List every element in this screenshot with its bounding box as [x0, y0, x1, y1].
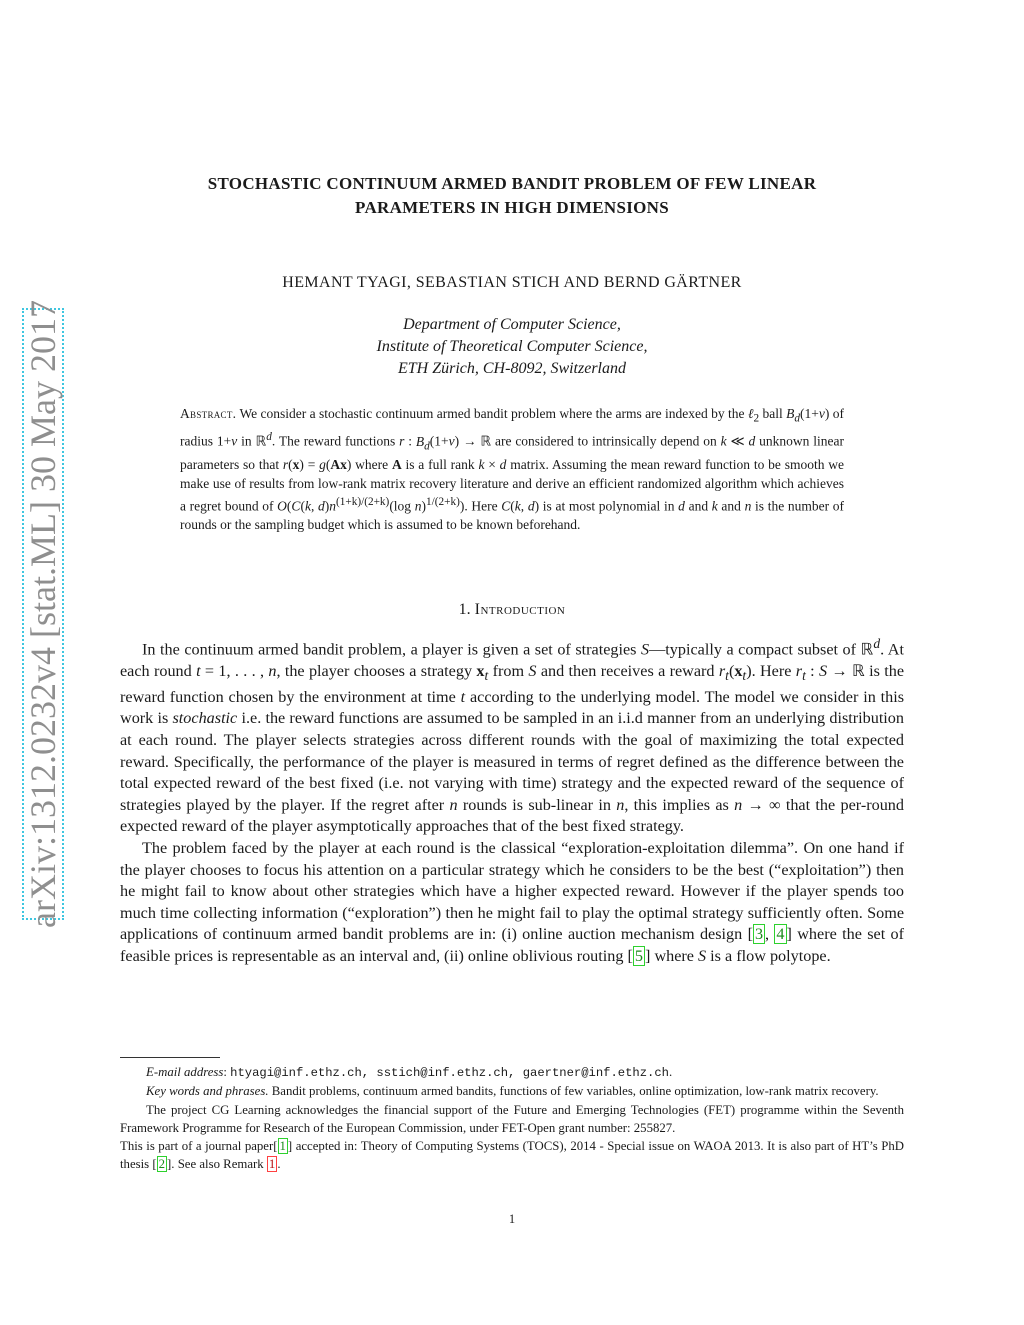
abstract-text: and [717, 498, 745, 514]
abstract-label: Abstract. [180, 406, 237, 421]
footnote-rule [120, 1057, 220, 1058]
citation-link[interactable]: 5 [634, 946, 643, 965]
affiliation-line: Department of Computer Science, [403, 316, 621, 333]
section-number: 1. [458, 601, 471, 618]
page-number: 1 [508, 1212, 516, 1226]
keywords-footnote: Key words and phrases. Bandit problems, continuum armed bandits, functions of few variables, online optimization, low-rank matrix recovery. [146, 1084, 879, 1099]
affiliation-line: ETH Zürich, CH-8092, Switzerland [397, 360, 626, 377]
paragraph: In the continuum armed bandit problem, a player is given a set of strategies S—typically a compact subset of ℝ$^d$. At each round t = 1, . . . , n, the player chooses a strategy $x_t$ from S and then receives a reward $r_t(x_t)$. Here $r_t$ : S → ℝ is the reward function chosen by the environment at time t according to the underlying model. The model we consider in this work is stochastic i.e. the reward functions are assumed to be sampled in an i.i.d manner from an underlying distribution at each round. The player selects strategies across different rounds with the goal of maximizing the total expected reward. Specifically, the performance of the player is measured in terms of regret defined as the difference between the total expected reward of the best fixed (i.e. not varying with time) strategy and the expected reward of the sequence of strategies played by the player. If the regret after n rounds is sub-linear in n, this implies as n → ∞ that the per-round expected reward of the player asymptotically approaches that of the best fixed strategy. [120, 636, 905, 836]
abstract-text: matrix. Assuming the mean reward function to be smooth we make use of results from low-rank matrix recovery literature and derive an efficient randomized algorithm which achieves a regret bound of [180, 457, 845, 514]
abstract-text: where [351, 457, 392, 473]
abstract: Abstract. We consider a stochastic continuum armed bandit problem where the arms are indexed by the ℓ$_2$ ball $B_d(1+\nu)$ of radius 1+ν in ℝ$^d$. The reward functions r : $B_d(1+\nu)$ → ℝ are considered to intrinsically depend on k ≪ d unknown linear parameters so that r(x) = g(Ax) where A is a full rank k × d matrix. Assuming the mean reward function to be smooth we make use of results from low-rank matrix recovery literature and derive an efficient randomized algorithm which achieves a regret bound of O(C(k, $d)n^{(1+k)/(2+k)}(\log$ n)$^{1/(2+k)}$). Here C(k, d) is at most polynomial in d and k and n is the number of rounds or the sampling budget which is assumed to be known beforehand. [180, 406, 845, 533]
email-footnote: E-mail address: htyagi@inf.ethz.ch, sstich@inf.ethz.ch, gaertner@inf.ethz.ch. [146, 1065, 673, 1080]
author-list: HEMANT TYAGI, SEBASTIAN STICH AND BERND GÄRTNER [282, 274, 742, 291]
section-heading [110, 601, 914, 619]
citation-link[interactable]: 4 [776, 925, 785, 944]
title-line-2: PARAMETERS IN HIGH DIMENSIONS [355, 198, 669, 217]
citation-link[interactable]: 1 [279, 1139, 286, 1154]
paper-title [110, 172, 914, 220]
abstract-text: unknown linear parameters so that [180, 433, 844, 473]
citation-link[interactable]: 3 [754, 925, 764, 944]
remark-link[interactable]: 1 [268, 1157, 276, 1172]
paragraph: The problem faced by the player at each round is the classical “exploration-exploitation dilemma”. On one hand if the player chooses to focus his attention on a particular strategy which he considers to be the best (“exploitation”) then he might fail to know about other strategies which have a higher expected reward. However if the player spends too much time collecting information (“exploration”) then he might fail to play the optimal strategy sufficiently often. Some applications of continuum armed bandit problems are in: (i) online auction mechanism design [ 3 , 4 ] where the set of feasible prices is representable as an interval and, (ii) online oblivious routing [ 5 ] where S is a flow polytope. [120, 838, 904, 965]
abstract-text: are considered to intrinsically depend on [491, 433, 721, 449]
title-line-1: STOCHASTIC CONTINUUM ARMED BANDIT PROBLEM OF FEW LINEAR [207, 174, 817, 193]
abstract-text: . The reward functions [271, 433, 400, 449]
citation-link[interactable]: 2 [158, 1157, 166, 1172]
arxiv-side-stamp[interactable] [22, 300, 64, 928]
abstract-text: and [684, 498, 712, 514]
abstract-text: of radius [180, 406, 844, 449]
abstract-text: is the number of rounds or the sampling budget which is assumed to be known beforehand. [180, 498, 845, 533]
affiliation [110, 314, 914, 380]
abstract-text: in [237, 433, 256, 449]
abstract-text: is a full rank [401, 457, 479, 473]
arxiv-identifier: arXiv:1312.0232v4 [stat.ML] 30 May 2017 [23, 300, 63, 928]
introduction-body [120, 633, 904, 968]
abstract-text: ball [759, 406, 787, 421]
funding-footnote: The project CG Learning acknowledges the financial support of the Future and Emerging Technologies (FET) programme within the Seventh Framework Programme for Research of the European Commission, under FET-Open grant number: 255827. [120, 1102, 904, 1135]
abstract-text: . Here [464, 498, 502, 514]
abstract-text: We consider a stochastic continuum armed bandit problem where the arms are indexed by the [239, 406, 748, 421]
journal-footnote: This is part of a journal paper[ 1 ] accepted in: Theory of Computing Systems (TOCS), 2014 - Special issue on WAOA 2013. It is also part of HT’s PhD thesis [ 2 ]. See also Remark 1 . [120, 1139, 904, 1172]
footnotes [120, 1063, 904, 1174]
abstract-text: is at most polynomial in [539, 498, 679, 514]
affiliation-line: Institute of Theoretical Computer Science, [376, 338, 648, 355]
section-title: Introduction [474, 601, 566, 618]
